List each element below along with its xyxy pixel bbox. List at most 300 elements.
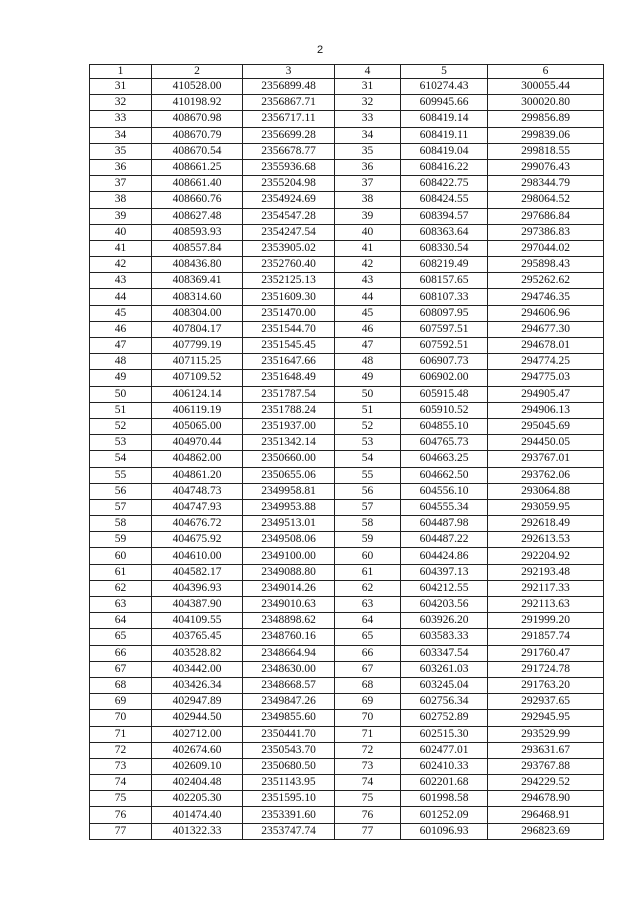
table-cell: 299839.06 — [488, 127, 604, 143]
table-row — [90, 613, 604, 629]
table-cell: 404862.00 — [152, 451, 243, 467]
table-cell: 2348668.57 — [243, 677, 335, 693]
table-cell: 408670.98 — [152, 111, 243, 127]
table-cell: 46 — [90, 321, 152, 337]
table-cell: 404582.17 — [152, 564, 243, 580]
table-cell: 294678.01 — [488, 338, 604, 354]
table-cell: 53 — [335, 435, 401, 451]
table-cell: 36 — [335, 159, 401, 175]
table-cell: 60 — [335, 548, 401, 564]
table-cell: 71 — [90, 726, 152, 742]
page-number: 2 — [316, 44, 324, 56]
table-cell: 402205.30 — [152, 791, 243, 807]
table-cell: 2353391.60 — [243, 807, 335, 823]
table-cell: 608219.49 — [401, 257, 488, 273]
column-header: 4 — [335, 65, 401, 79]
table-cell: 294774.25 — [488, 354, 604, 370]
column-header: 6 — [488, 65, 604, 79]
table-row — [90, 726, 604, 742]
table-cell: 293529.99 — [488, 726, 604, 742]
table-row — [90, 402, 604, 418]
table-cell: 67 — [335, 661, 401, 677]
table-cell: 608419.14 — [401, 111, 488, 127]
table-cell: 58 — [90, 516, 152, 532]
table-cell: 2348760.16 — [243, 629, 335, 645]
table-cell: 292117.33 — [488, 580, 604, 596]
table-cell: 48 — [335, 354, 401, 370]
table-cell: 70 — [335, 710, 401, 726]
table-cell: 294229.52 — [488, 775, 604, 791]
table-cell: 66 — [335, 645, 401, 661]
table-cell: 2348664.94 — [243, 645, 335, 661]
table-cell: 55 — [335, 467, 401, 483]
table-cell: 404861.20 — [152, 467, 243, 483]
table-cell: 295262.62 — [488, 273, 604, 289]
table-row — [90, 289, 604, 305]
table-cell: 408627.48 — [152, 208, 243, 224]
table-cell: 74 — [335, 775, 401, 791]
table-cell: 50 — [90, 386, 152, 402]
table-cell: 56 — [90, 483, 152, 499]
table-cell: 407109.52 — [152, 370, 243, 386]
table-cell: 607592.51 — [401, 338, 488, 354]
table-row — [90, 467, 604, 483]
table-row — [90, 240, 604, 256]
table-cell: 603347.54 — [401, 645, 488, 661]
table-cell: 32 — [335, 95, 401, 111]
table-cell: 408670.79 — [152, 127, 243, 143]
table-cell: 604212.55 — [401, 580, 488, 596]
table-cell: 35 — [335, 143, 401, 159]
table-row — [90, 629, 604, 645]
table-cell: 291760.47 — [488, 645, 604, 661]
table-cell: 32 — [90, 95, 152, 111]
table-cell: 51 — [90, 402, 152, 418]
table-cell: 293064.88 — [488, 483, 604, 499]
table-cell: 608363.64 — [401, 224, 488, 240]
table-cell: 62 — [90, 580, 152, 596]
table-cell: 57 — [335, 499, 401, 515]
table-cell: 2349508.06 — [243, 532, 335, 548]
table-cell: 75 — [90, 791, 152, 807]
table-cell: 604397.13 — [401, 564, 488, 580]
table-cell: 2353905.02 — [243, 240, 335, 256]
table-cell: 608394.57 — [401, 208, 488, 224]
table-row — [90, 516, 604, 532]
table-cell: 606907.73 — [401, 354, 488, 370]
table-cell: 64 — [335, 613, 401, 629]
table-cell: 44 — [90, 289, 152, 305]
table-cell: 404610.00 — [152, 548, 243, 564]
table-cell: 76 — [90, 807, 152, 823]
table-row — [90, 370, 604, 386]
table-cell: 294775.03 — [488, 370, 604, 386]
table-cell: 53 — [90, 435, 152, 451]
table-cell: 62 — [335, 580, 401, 596]
table-row — [90, 224, 604, 240]
column-header: 5 — [401, 65, 488, 79]
table-cell: 604424.86 — [401, 548, 488, 564]
table-row — [90, 192, 604, 208]
table-cell: 293059.95 — [488, 499, 604, 515]
table-cell: 2356899.48 — [243, 79, 335, 95]
table-cell: 59 — [335, 532, 401, 548]
table-cell: 408304.00 — [152, 305, 243, 321]
column-header: 1 — [90, 65, 152, 79]
table-cell: 294678.90 — [488, 791, 604, 807]
table-row — [90, 208, 604, 224]
table-cell: 298344.79 — [488, 176, 604, 192]
table-cell: 295045.69 — [488, 418, 604, 434]
table-cell: 63 — [90, 597, 152, 613]
table-cell: 610274.43 — [401, 79, 488, 95]
table-cell: 401474.40 — [152, 807, 243, 823]
table-cell: 2356717.11 — [243, 111, 335, 127]
table-cell: 292193.48 — [488, 564, 604, 580]
table-cell: 2349010.63 — [243, 597, 335, 613]
table-cell: 608419.11 — [401, 127, 488, 143]
table-row — [90, 548, 604, 564]
table-cell: 406119.19 — [152, 402, 243, 418]
table-cell: 39 — [90, 208, 152, 224]
table-cell: 48 — [90, 354, 152, 370]
table-cell: 34 — [90, 127, 152, 143]
table-cell: 41 — [335, 240, 401, 256]
table-cell: 299856.89 — [488, 111, 604, 127]
table-row — [90, 95, 604, 111]
table-cell: 50 — [335, 386, 401, 402]
table-row — [90, 338, 604, 354]
table-cell: 604556.10 — [401, 483, 488, 499]
table-cell: 75 — [335, 791, 401, 807]
table-cell: 2351342.14 — [243, 435, 335, 451]
table-cell: 2349014.26 — [243, 580, 335, 596]
table-header-row — [90, 65, 604, 79]
table-cell: 36 — [90, 159, 152, 175]
table-row — [90, 435, 604, 451]
table-row — [90, 79, 604, 95]
table-cell: 59 — [90, 532, 152, 548]
table-cell: 403426.34 — [152, 677, 243, 693]
table-cell: 2351545.45 — [243, 338, 335, 354]
table-row — [90, 305, 604, 321]
table-cell: 58 — [335, 516, 401, 532]
table-cell: 2351544.70 — [243, 321, 335, 337]
table-cell: 77 — [90, 823, 152, 839]
table-cell: 606902.00 — [401, 370, 488, 386]
table-cell: 404747.93 — [152, 499, 243, 515]
table-cell: 404970.44 — [152, 435, 243, 451]
table-cell: 297044.02 — [488, 240, 604, 256]
table-cell: 294606.96 — [488, 305, 604, 321]
table-cell: 292204.92 — [488, 548, 604, 564]
table-row — [90, 451, 604, 467]
table-row — [90, 386, 604, 402]
table-cell: 51 — [335, 402, 401, 418]
table-row — [90, 143, 604, 159]
table-row — [90, 758, 604, 774]
table-cell: 2351937.00 — [243, 418, 335, 434]
table-cell: 2350680.50 — [243, 758, 335, 774]
table-cell: 67 — [90, 661, 152, 677]
table-cell: 2348898.62 — [243, 613, 335, 629]
table-cell: 73 — [335, 758, 401, 774]
table-cell: 54 — [90, 451, 152, 467]
table-cell: 34 — [335, 127, 401, 143]
table-cell: 35 — [90, 143, 152, 159]
table-row — [90, 354, 604, 370]
table-cell: 2354247.54 — [243, 224, 335, 240]
table-cell: 49 — [90, 370, 152, 386]
table-cell: 402404.48 — [152, 775, 243, 791]
table-cell: 403528.82 — [152, 645, 243, 661]
table-cell: 602515.30 — [401, 726, 488, 742]
table-cell: 408436.80 — [152, 257, 243, 273]
table-cell: 38 — [335, 192, 401, 208]
table-cell: 608424.55 — [401, 192, 488, 208]
table-cell: 46 — [335, 321, 401, 337]
table-cell: 608416.22 — [401, 159, 488, 175]
table-cell: 47 — [335, 338, 401, 354]
table-cell: 402674.60 — [152, 742, 243, 758]
table-cell: 608097.95 — [401, 305, 488, 321]
table-cell: 57 — [90, 499, 152, 515]
table-cell: 2352125.13 — [243, 273, 335, 289]
table-cell: 2351143.95 — [243, 775, 335, 791]
table-cell: 45 — [90, 305, 152, 321]
table-cell: 31 — [335, 79, 401, 95]
table-cell: 61 — [90, 564, 152, 580]
table-cell: 2350655.06 — [243, 467, 335, 483]
table-cell: 2348630.00 — [243, 661, 335, 677]
table-cell: 47 — [90, 338, 152, 354]
table-cell: 291999.20 — [488, 613, 604, 629]
table-cell: 33 — [90, 111, 152, 127]
table-cell: 42 — [335, 257, 401, 273]
table-cell: 2356867.71 — [243, 95, 335, 111]
table-cell: 603583.33 — [401, 629, 488, 645]
table-row — [90, 597, 604, 613]
table-cell: 76 — [335, 807, 401, 823]
table-cell: 49 — [335, 370, 401, 386]
table-cell: 410198.92 — [152, 95, 243, 111]
table-cell: 602752.89 — [401, 710, 488, 726]
table-cell: 297386.83 — [488, 224, 604, 240]
table-cell: 294906.13 — [488, 402, 604, 418]
table-cell: 43 — [90, 273, 152, 289]
table-cell: 65 — [335, 629, 401, 645]
table-cell: 602756.34 — [401, 694, 488, 710]
table-cell: 2350441.70 — [243, 726, 335, 742]
coordinates-table — [89, 64, 604, 840]
table-cell: 296823.69 — [488, 823, 604, 839]
table-row — [90, 159, 604, 175]
table-row — [90, 176, 604, 192]
table-cell: 292945.95 — [488, 710, 604, 726]
table-cell: 68 — [335, 677, 401, 693]
table-cell: 2351788.24 — [243, 402, 335, 418]
table-cell: 71 — [335, 726, 401, 742]
table-row — [90, 257, 604, 273]
table-cell: 2351647.66 — [243, 354, 335, 370]
table-cell: 2349953.88 — [243, 499, 335, 515]
table-cell: 39 — [335, 208, 401, 224]
table-cell: 40 — [335, 224, 401, 240]
table-cell: 408661.25 — [152, 159, 243, 175]
table-cell: 605915.48 — [401, 386, 488, 402]
table-row — [90, 127, 604, 143]
table-cell: 69 — [90, 694, 152, 710]
table-cell: 2355936.68 — [243, 159, 335, 175]
table-cell: 2350543.70 — [243, 742, 335, 758]
table-cell: 2349513.01 — [243, 516, 335, 532]
table-cell: 608107.33 — [401, 289, 488, 305]
table-cell: 68 — [90, 677, 152, 693]
table-cell: 604662.50 — [401, 467, 488, 483]
table-row — [90, 775, 604, 791]
table-cell: 604663.25 — [401, 451, 488, 467]
table-cell: 404676.72 — [152, 516, 243, 532]
table-cell: 2351609.30 — [243, 289, 335, 305]
table-cell: 2354547.28 — [243, 208, 335, 224]
table-cell: 408369.41 — [152, 273, 243, 289]
table-cell: 52 — [335, 418, 401, 434]
table-cell: 603261.03 — [401, 661, 488, 677]
table-cell: 604487.22 — [401, 532, 488, 548]
table-cell: 293631.67 — [488, 742, 604, 758]
table-cell: 299818.55 — [488, 143, 604, 159]
table-cell: 601252.09 — [401, 807, 488, 823]
table-row — [90, 742, 604, 758]
table-cell: 406124.14 — [152, 386, 243, 402]
table-row — [90, 564, 604, 580]
column-header: 2 — [152, 65, 243, 79]
table-cell: 69 — [335, 694, 401, 710]
table-cell: 404109.55 — [152, 613, 243, 629]
table-cell: 2351470.00 — [243, 305, 335, 321]
table-cell: 44 — [335, 289, 401, 305]
table-cell: 2353747.74 — [243, 823, 335, 839]
table-cell: 77 — [335, 823, 401, 839]
table-row — [90, 677, 604, 693]
table-cell: 38 — [90, 192, 152, 208]
table-cell: 292613.53 — [488, 532, 604, 548]
table-cell: 604765.73 — [401, 435, 488, 451]
table-cell: 297686.84 — [488, 208, 604, 224]
table-cell: 601998.58 — [401, 791, 488, 807]
table-cell: 602477.01 — [401, 742, 488, 758]
table-cell: 2354924.69 — [243, 192, 335, 208]
table-row — [90, 321, 604, 337]
table-cell: 609945.66 — [401, 95, 488, 111]
table-cell: 63 — [335, 597, 401, 613]
table-body — [90, 79, 604, 840]
table-cell: 608330.54 — [401, 240, 488, 256]
table-cell: 292937.65 — [488, 694, 604, 710]
table-cell: 410528.00 — [152, 79, 243, 95]
table-cell: 404396.93 — [152, 580, 243, 596]
table-cell: 295898.43 — [488, 257, 604, 273]
table-cell: 2350660.00 — [243, 451, 335, 467]
table-cell: 402944.50 — [152, 710, 243, 726]
table-cell: 607597.51 — [401, 321, 488, 337]
table-cell: 64 — [90, 613, 152, 629]
table-cell: 60 — [90, 548, 152, 564]
table-cell: 403442.00 — [152, 661, 243, 677]
table-cell: 403765.45 — [152, 629, 243, 645]
table-cell: 2349847.26 — [243, 694, 335, 710]
table-cell: 294450.05 — [488, 435, 604, 451]
table-cell: 73 — [90, 758, 152, 774]
table-cell: 2349100.00 — [243, 548, 335, 564]
table-cell: 404675.92 — [152, 532, 243, 548]
table-row — [90, 499, 604, 515]
table-cell: 291724.78 — [488, 661, 604, 677]
table-row — [90, 483, 604, 499]
table-cell: 408557.84 — [152, 240, 243, 256]
table-cell: 402609.10 — [152, 758, 243, 774]
table-cell: 294746.35 — [488, 289, 604, 305]
table-cell: 407799.19 — [152, 338, 243, 354]
table-row — [90, 823, 604, 839]
table-cell: 2349855.60 — [243, 710, 335, 726]
table-cell: 608157.65 — [401, 273, 488, 289]
table-cell: 54 — [335, 451, 401, 467]
table-cell: 408670.54 — [152, 143, 243, 159]
table-cell: 602410.33 — [401, 758, 488, 774]
table-cell: 66 — [90, 645, 152, 661]
table-cell: 402947.89 — [152, 694, 243, 710]
table-cell: 605910.52 — [401, 402, 488, 418]
table-cell: 2351595.10 — [243, 791, 335, 807]
table-cell: 72 — [335, 742, 401, 758]
table-cell: 296468.91 — [488, 807, 604, 823]
table-row — [90, 710, 604, 726]
table-cell: 74 — [90, 775, 152, 791]
table-cell: 407804.17 — [152, 321, 243, 337]
table-cell: 293762.06 — [488, 467, 604, 483]
table-cell: 2355204.98 — [243, 176, 335, 192]
table-cell: 45 — [335, 305, 401, 321]
table-row — [90, 791, 604, 807]
table-cell: 404748.73 — [152, 483, 243, 499]
table-cell: 608422.75 — [401, 176, 488, 192]
table-cell: 2352760.40 — [243, 257, 335, 273]
table-cell: 55 — [90, 467, 152, 483]
table-cell: 294677.30 — [488, 321, 604, 337]
table-cell: 603926.20 — [401, 613, 488, 629]
table-cell: 52 — [90, 418, 152, 434]
table-cell: 298064.52 — [488, 192, 604, 208]
table-cell: 408660.76 — [152, 192, 243, 208]
table-row — [90, 111, 604, 127]
table-cell: 604555.34 — [401, 499, 488, 515]
table-cell: 2349088.80 — [243, 564, 335, 580]
table-cell: 33 — [335, 111, 401, 127]
table-cell: 407115.25 — [152, 354, 243, 370]
table-row — [90, 273, 604, 289]
table-cell: 2351648.49 — [243, 370, 335, 386]
column-header: 3 — [243, 65, 335, 79]
table-cell: 2356678.77 — [243, 143, 335, 159]
table-row — [90, 418, 604, 434]
table-cell: 405065.00 — [152, 418, 243, 434]
table-cell: 603245.04 — [401, 677, 488, 693]
table-cell: 37 — [335, 176, 401, 192]
table-cell: 70 — [90, 710, 152, 726]
table-cell: 61 — [335, 564, 401, 580]
table-cell: 42 — [90, 257, 152, 273]
